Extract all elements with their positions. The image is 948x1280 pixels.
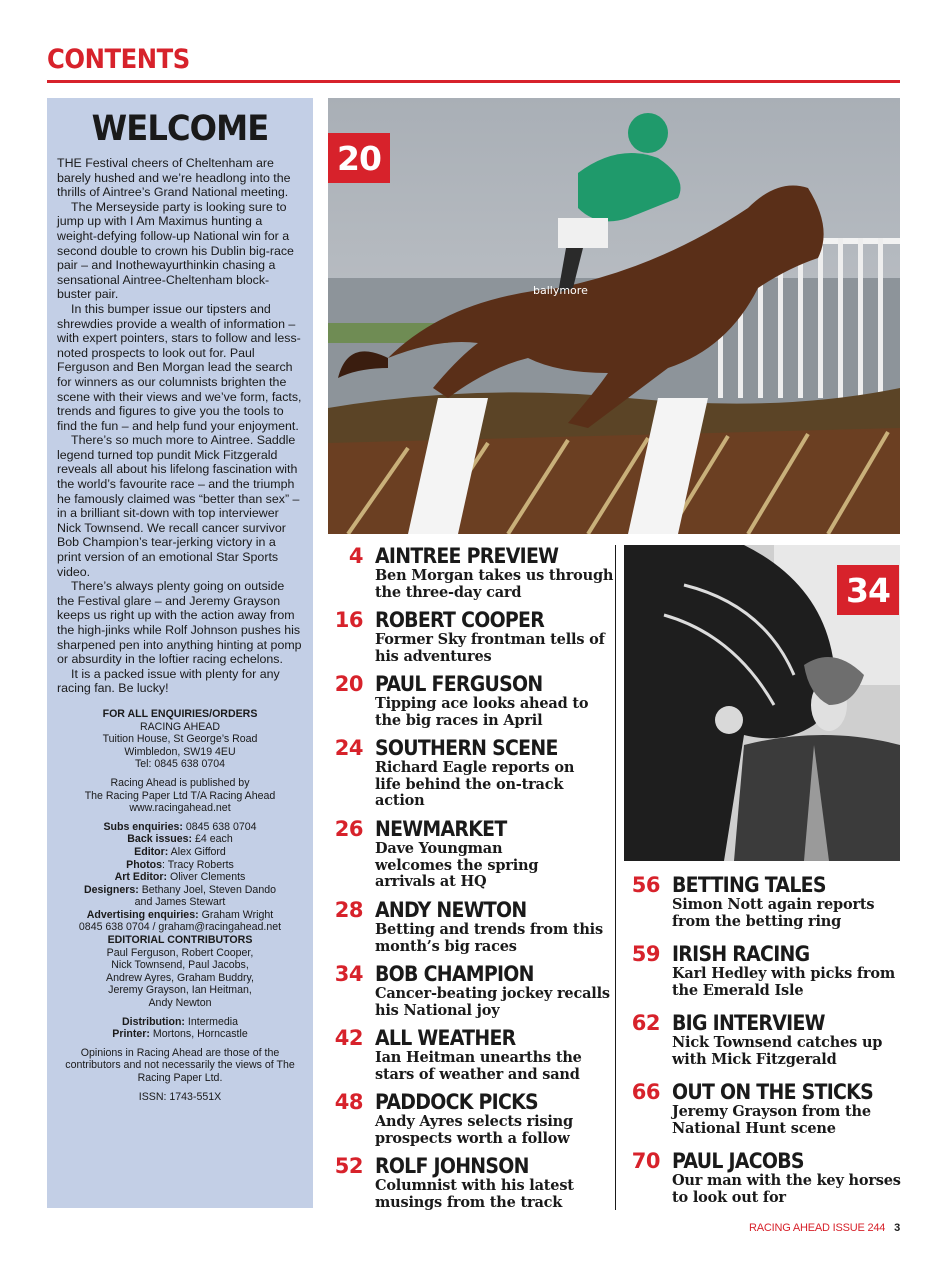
entry-page-number: 24 <box>334 736 363 760</box>
distribution-label: Distribution: <box>122 1015 185 1028</box>
welcome-text <box>57 156 303 696</box>
contents-entry[interactable] <box>334 898 615 955</box>
contents-entry[interactable] <box>334 1154 615 1211</box>
contributors-line: Andrew Ayres, Graham Buddry, <box>106 971 254 984</box>
address-line: Wimbledon, SW19 4EU <box>124 745 236 758</box>
advertising-value: Graham Wright <box>201 908 274 921</box>
entry-page-number: 34 <box>334 962 363 986</box>
designers-label: Designers: <box>84 883 139 896</box>
art-editor <box>57 871 303 884</box>
contributors-line: Nick Townsend, Paul Jacobs, <box>111 959 249 972</box>
enquiries-block <box>57 708 303 1103</box>
entry-description: Andy Ayres selects rising prospects worth a follow <box>375 1113 573 1147</box>
entry-page-number: 28 <box>334 898 363 922</box>
advertising-label: Advertising enquiries: <box>86 908 199 921</box>
entry-description: Jeremy Grayson from the National Hunt scene <box>672 1103 871 1137</box>
entry-description: Nick Townsend catches up with Mick Fitzgerald <box>672 1034 883 1068</box>
entry-description: Ian Heitman unearths the stars of weather and sand <box>375 1049 582 1083</box>
entry-description: Columnist with his latest musings from the track <box>375 1177 574 1211</box>
photos-label: Photos <box>126 858 163 871</box>
telephone: Tel: 0845 638 0704 <box>134 758 226 771</box>
entry-page-number: 16 <box>334 608 363 632</box>
printer-value: Mortons, Horncastle <box>152 1028 248 1041</box>
main-photo <box>328 98 900 534</box>
entry-title: ROBERT COOPER <box>375 608 545 632</box>
entry-description: Betting and trends from this month’s big races <box>375 921 603 955</box>
page-title: CONTENTS <box>47 44 190 75</box>
entry-title: ALL WEATHER <box>375 1026 516 1050</box>
entry-description: Tipping ace looks ahead to the big races in April <box>375 695 589 729</box>
contributors-line: Andy Newton <box>148 997 212 1010</box>
entry-page-number: 56 <box>631 873 660 897</box>
printer <box>57 1028 303 1041</box>
advertising <box>57 909 303 922</box>
publisher-line: The Racing Paper Ltd T/A Racing Ahead <box>84 789 276 802</box>
distribution-value: Intermedia <box>187 1015 238 1028</box>
entry-page-number: 48 <box>334 1090 363 1114</box>
entry-title: SOUTHERN SCENE <box>375 736 558 760</box>
entry-page-number: 26 <box>334 817 363 841</box>
entry-description: Richard Eagle reports on life behind the on-track action <box>375 759 575 809</box>
entry-description: Simon Nott again reports from the betting ring <box>672 896 875 930</box>
footer-brand: RACING AHEAD <box>749 1222 830 1234</box>
entry-title: OUT ON THE STICKS <box>672 1080 873 1104</box>
entry-page-number: 70 <box>631 1149 660 1173</box>
welcome-heading: WELCOME <box>91 109 269 149</box>
contents-entry[interactable] <box>631 1080 907 1137</box>
subs-value: 0845 638 0704 <box>185 820 257 833</box>
entry-page-number: 59 <box>631 942 660 966</box>
photos-value: : Tracy Roberts <box>162 858 234 871</box>
title-rule <box>47 80 900 83</box>
welcome-paragraph: In this bumper issue our tipsters and shrewdies provide a wealth of information – with expert pointers, stars to follow and less-noted prospects to look out for. Paul Ferguson and Ben Morgan lead the search for winners as our columnists brighten the scene with their views and we’ve form, facts, trends and figures to give you the tools to find the fun – and help fund your enjoyment. <box>57 301 302 433</box>
column-divider <box>615 545 616 1210</box>
entry-page-number: 20 <box>334 672 363 696</box>
side-photo-page-badge: 34 <box>837 565 899 615</box>
contributors-line: Jeremy Grayson, Ian Heitman, <box>108 984 252 997</box>
contents-entry[interactable] <box>631 1149 907 1206</box>
company-name: RACING AHEAD <box>139 720 221 733</box>
entry-description: Karl Hedley with picks from the Emerald Isle <box>672 965 895 999</box>
footer-issue: ISSUE 244 <box>832 1222 886 1234</box>
entry-title: PAUL FERGUSON <box>375 672 543 696</box>
entry-page-number: 62 <box>631 1011 660 1035</box>
welcome-paragraph: There’s always plenty going on outside the Festival glare – and Jeremy Grayson keeps us right up with the action away from the high-jinks while Rolf Johnson pushes his sharpened pen into anything hinting at pomp or absurdity in the loftier racing echelons. <box>57 579 302 667</box>
contributors-heading: EDITORIAL CONTRIBUTORS <box>107 934 253 947</box>
entry-description: Former Sky frontman tells of his adventures <box>375 631 605 665</box>
contents-entry[interactable] <box>631 1011 907 1068</box>
publisher-line: Racing Ahead is published by <box>110 776 250 789</box>
designers-cont: and James Stewart <box>134 896 226 909</box>
contents-entry[interactable] <box>348 544 615 601</box>
art-editor-label: Art Editor: <box>114 871 168 884</box>
entry-title: ROLF JOHNSON <box>375 1154 529 1178</box>
entry-title: ANDY NEWTON <box>375 898 527 922</box>
editor <box>57 846 303 859</box>
contents-entry[interactable] <box>334 736 615 810</box>
designers <box>57 884 303 897</box>
entry-title: PADDOCK PICKS <box>375 1090 538 1114</box>
contents-entry[interactable] <box>334 1026 615 1083</box>
website: www.racingahead.net <box>129 802 231 815</box>
back-issues-value: £4 each <box>195 833 233 846</box>
footer-page-number: 3 <box>894 1222 900 1234</box>
editor-value: Alex Gifford <box>170 845 226 858</box>
entry-title: BOB CHAMPION <box>375 962 534 986</box>
page-footer <box>749 1222 900 1234</box>
welcome-sidebar <box>47 98 313 1208</box>
entry-title: BIG INTERVIEW <box>672 1011 825 1035</box>
back-issues-label: Back issues: <box>127 833 193 846</box>
designers-value: Bethany Joel, Steven Dando <box>141 883 276 896</box>
entry-page-number: 4 <box>348 544 363 568</box>
back-issues <box>57 833 303 846</box>
address-line: Tuition House, St George’s Road <box>102 733 258 746</box>
art-editor-value: Oliver Clements <box>169 871 246 884</box>
entry-page-number: 52 <box>334 1154 363 1178</box>
welcome-paragraph: The Merseyside party is looking sure to jump up with I Am Maximus hunting a weight-defying follow-up National win for a second double to crown his Dublin big-race pair – and Inothewayurthinkin chasing a sensational Aintree-Cheltenham block-buster pair. <box>57 199 294 302</box>
printer-label: Printer: <box>112 1028 150 1041</box>
entry-description: Cancer-beating jockey recalls his National joy <box>375 985 610 1019</box>
subs-enquiries <box>57 821 303 834</box>
entry-description: Our man with the key horses to look out for <box>672 1172 901 1206</box>
entry-title: BETTING TALES <box>672 873 826 897</box>
contributors-line: Paul Ferguson, Robert Cooper, <box>106 946 254 959</box>
editor-label: Editor: <box>134 845 169 858</box>
saddlecloth-text: ballymore <box>533 284 588 297</box>
subs-label: Subs enquiries: <box>103 820 183 833</box>
contents-entry[interactable] <box>334 608 615 665</box>
welcome-paragraph: It is a packed issue with plenty for any racing fan. Be lucky! <box>57 666 280 696</box>
issn: ISSN: 1743-551X <box>138 1090 222 1103</box>
contents-entry[interactable] <box>631 942 907 999</box>
disclaimer: Opinions in Racing Ahead are those of the contributors and not necessarily the views of The Racing Paper Ltd. <box>65 1046 295 1084</box>
entry-description: Ben Morgan takes us through the three-day card <box>375 567 614 601</box>
contents-entry[interactable] <box>334 962 615 1019</box>
contents-entry[interactable] <box>631 873 907 930</box>
contents-entry[interactable] <box>334 1090 615 1147</box>
distribution <box>57 1016 303 1029</box>
photos-credit <box>57 859 303 872</box>
advertising-contact: 0845 638 0704 / graham@racingahead.net <box>78 921 282 934</box>
entry-title: AINTREE PREVIEW <box>375 544 559 568</box>
entry-title: NEWMARKET <box>375 817 507 841</box>
enquiries-heading: FOR ALL ENQUIRIES/ORDERS <box>102 707 258 720</box>
welcome-paragraph: There’s so much more to Aintree. Saddle legend turned top pundit Mick Fitzgerald reveals all about his lifelong fascination with the world’s favourite race – and the triumph he famously claimed was “better than sex” – in a brilliant sit-down with top interviewer Nick Townsend. We recall cancer survivor Bob Champion’s tear-jerking victory in a print version of an emotional Star Sports video. <box>57 433 300 579</box>
horse-jumping-image <box>328 98 900 534</box>
entry-page-number: 66 <box>631 1080 660 1104</box>
main-photo-page-badge: 20 <box>328 133 390 183</box>
contents-entry[interactable] <box>334 817 615 891</box>
entry-page-number: 42 <box>334 1026 363 1050</box>
contents-entry[interactable] <box>334 672 615 729</box>
entry-title: PAUL JACOBS <box>672 1149 804 1173</box>
entry-description: Dave Youngman welcomes the spring arrivals at HQ <box>375 840 539 890</box>
entry-title: IRISH RACING <box>672 942 810 966</box>
welcome-paragraph: THE Festival cheers of Cheltenham are barely hushed and we’re headlong into the thrills of Aintree’s Grand National meeting. <box>57 156 291 200</box>
